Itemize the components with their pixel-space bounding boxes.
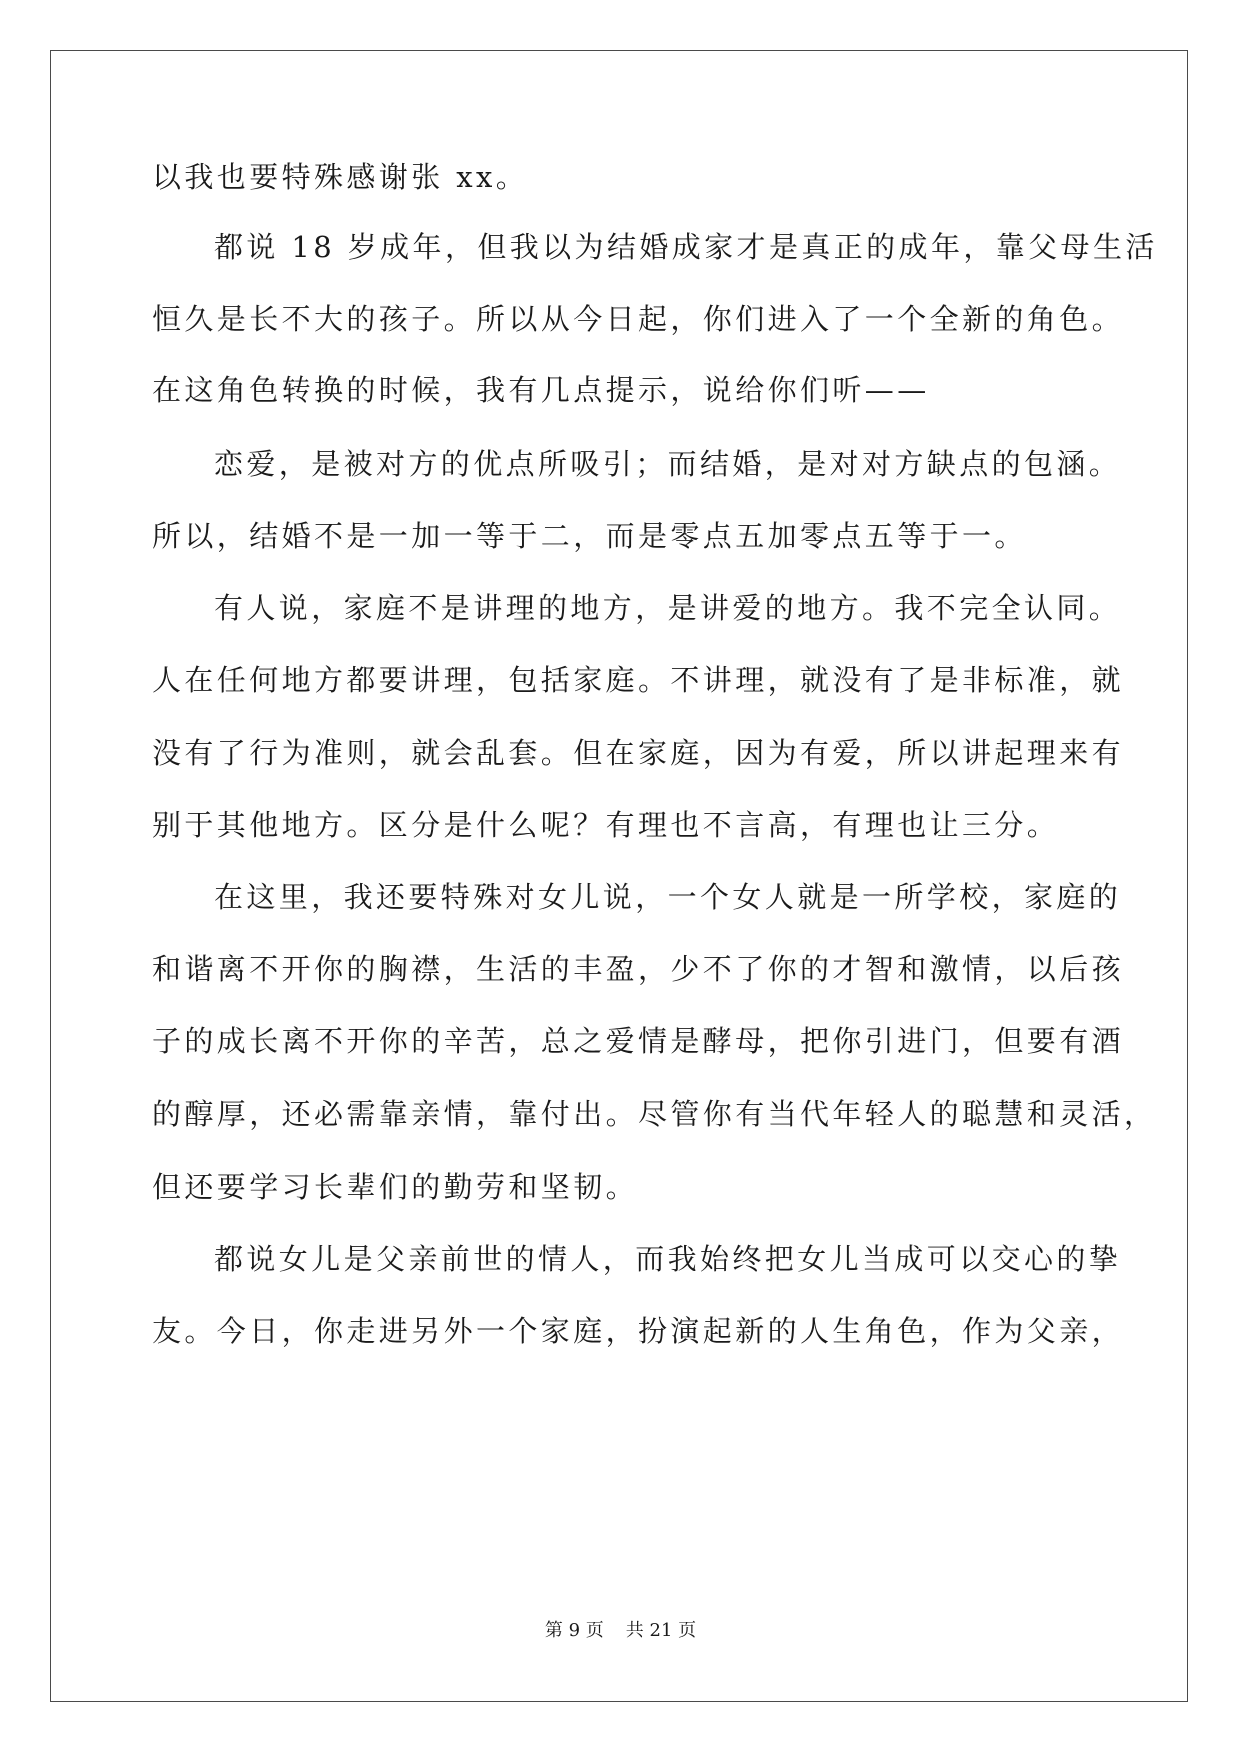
text-line: 没有了行为准则，就会乱套。但在家庭，因为有爱，所以讲起理来有: [152, 736, 1125, 770]
page-number: 第 9 页: [544, 1620, 604, 1641]
paragraph-start-line: 恋爱，是被对方的优点所吸引；而结婚，是对对方缺点的包涵。: [214, 447, 1122, 481]
text-line: 友。今日，你走进另外一个家庭，扮演起新的人生角色，作为父亲，: [152, 1314, 1125, 1348]
text-line: 别于其他地方。区分是什么呢？有理也不言高，有理也让三分。: [152, 808, 1060, 842]
text-line: 在这角色转换的时候，我有几点提示，说给你们听——: [152, 373, 930, 407]
text-line: 但还要学习长辈们的勤劳和坚韧。: [152, 1170, 639, 1204]
text-line: 所以，结婚不是一加一等于二，而是零点五加零点五等于一。: [152, 519, 1027, 553]
text-line: 的醇厚，还必需靠亲情，靠付出。尽管你有当代年轻人的聪慧和灵活，: [152, 1097, 1157, 1131]
paragraph-start-line: 在这里，我还要特殊对女儿说，一个女人就是一所学校，家庭的: [214, 880, 1122, 914]
text-line: 子的成长离不开你的辛苦，总之爱情是酵母，把你引进门，但要有酒: [152, 1024, 1125, 1058]
text-line: 人在任何地方都要讲理，包括家庭。不讲理，就没有了是非标准，就: [152, 663, 1125, 697]
paragraph-start-line: 都说女儿是父亲前世的情人，而我始终把女儿当成可以交心的挚: [214, 1242, 1122, 1276]
page-footer: [0, 1619, 1241, 1643]
page-frame: [50, 50, 1188, 1702]
page-total: 共 21 页: [625, 1620, 697, 1641]
text-line: 恒久是长不大的孩子。所以从今日起，你们进入了一个全新的角色。: [152, 302, 1125, 336]
paragraph-start-line: 有人说，家庭不是讲理的地方，是讲爱的地方。我不完全认同。: [214, 591, 1122, 625]
text-line: 和谐离不开你的胸襟，生活的丰盈，少不了你的才智和激情，以后孩: [152, 952, 1125, 986]
text-line: 以我也要特殊感谢张 xx。: [152, 160, 529, 194]
paragraph-start-line: 都说 18 岁成年，但我以为结婚成家才是真正的成年，靠父母生活: [214, 230, 1158, 264]
